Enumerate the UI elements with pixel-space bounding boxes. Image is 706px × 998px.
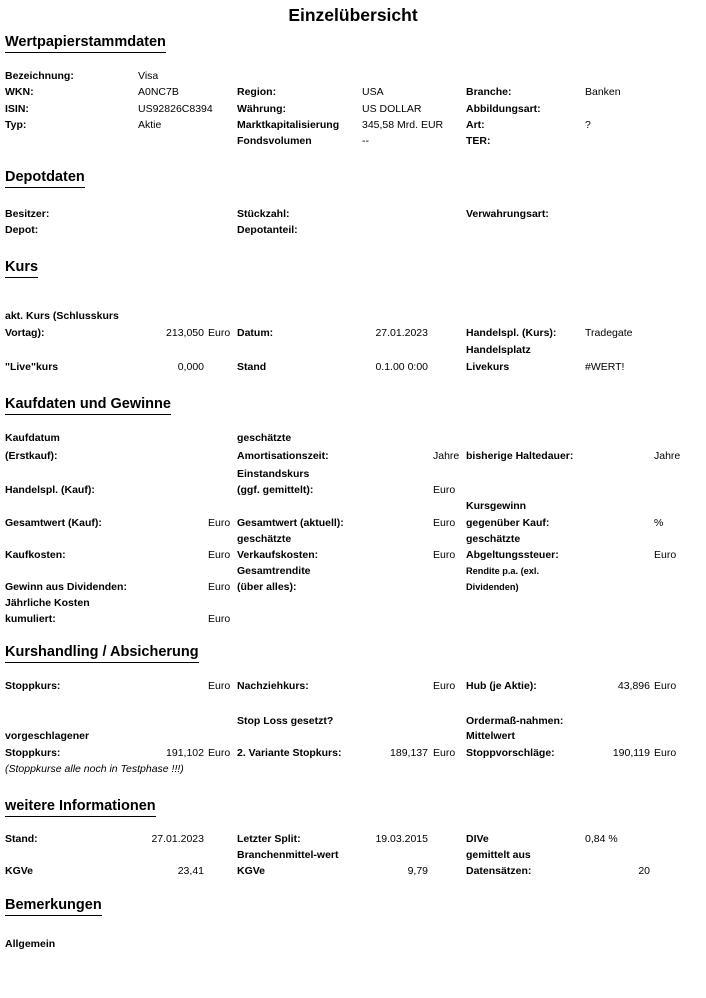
field-value: 9,79 <box>407 865 428 877</box>
field-label: Livekurs <box>466 361 510 373</box>
field-value: 27.01.2023 <box>375 327 428 339</box>
section-header-wertpapierstammdaten: Wertpapierstammdaten <box>5 35 166 53</box>
field-label: 2. Variante Stopkurs: <box>237 747 342 759</box>
field-label: Gesamtwert (Kauf): <box>5 517 102 529</box>
field-label: Branche: <box>466 86 512 98</box>
field-value: ? <box>585 119 591 131</box>
field-label: Einstandskurs <box>237 468 310 480</box>
field-value: Tradegate <box>585 327 633 339</box>
field-label: vorgeschlagener <box>5 730 90 742</box>
field-value: 0,84 % <box>585 833 618 845</box>
field-label: Depotanteil: <box>237 224 298 236</box>
field-label: geschätzte <box>237 432 292 444</box>
unit-label: Euro <box>433 484 456 496</box>
field-value: US DOLLAR <box>362 103 422 115</box>
field-label: Gewinn aus Dividenden: <box>5 581 127 593</box>
field-label: Kaufkosten: <box>5 549 66 561</box>
field-label: Mittelwert <box>466 730 516 742</box>
field-label: ISIN: <box>5 103 29 115</box>
field-label: Vortag): <box>5 327 45 339</box>
field-label: Handelspl. (Kurs): <box>466 327 557 339</box>
field-label: Stoppvorschläge: <box>466 747 555 759</box>
field-label: Stand <box>237 361 267 373</box>
field-label: Branchenmittel-wert <box>237 849 339 861</box>
unit-label: Euro <box>433 517 456 529</box>
field-label: Besitzer: <box>5 208 50 220</box>
field-label: geschätzte <box>237 533 292 545</box>
unit-label: Jahre <box>433 450 460 462</box>
unit-label: Euro <box>208 680 231 692</box>
section-header-kurs: Kurs <box>5 260 38 278</box>
field-value: Visa <box>138 70 159 82</box>
field-label: Allgemein <box>5 938 56 950</box>
field-label: KGVe <box>5 865 34 877</box>
field-label: Stoppkurs: <box>5 747 61 759</box>
field-value: 189,137 <box>390 747 428 759</box>
section-header-bemerkungen: Bemerkungen <box>5 898 102 916</box>
section-header-kurshandling-absicherung: Kurshandling / Absicherung <box>5 645 199 663</box>
field-label: gegenüber Kauf: <box>466 517 550 529</box>
report-title: Einzelübersicht <box>288 5 418 25</box>
section-header-weitere-informationen: weitere Informationen <box>5 799 156 817</box>
field-label: WKN: <box>5 86 34 98</box>
field-label: Kaufdatum <box>5 432 60 444</box>
field-label: kumuliert: <box>5 613 56 625</box>
footnote: (Stoppkurse alle noch in Testphase !!!) <box>5 763 184 775</box>
section-header-kaufdaten-und-gewinne: Kaufdaten und Gewinne <box>5 397 171 415</box>
unit-label: Euro <box>208 581 231 593</box>
unit-label: Euro <box>654 680 677 692</box>
field-label: "Live"kurs <box>5 361 59 373</box>
field-label: Verwahrungsart: <box>466 208 549 220</box>
field-label: Marktkapitalisierung <box>237 119 340 131</box>
field-label: geschätzte <box>466 533 521 545</box>
field-label: Fondsvolumen <box>237 135 312 147</box>
field-value: 213,050 <box>166 327 204 339</box>
field-value: -- <box>362 135 369 147</box>
unit-label: Euro <box>433 549 456 561</box>
field-label: gemittelt aus <box>466 849 531 861</box>
field-label: Ordermaß-nahmen: <box>466 715 564 727</box>
field-value: 0,000 <box>177 361 204 373</box>
field-value: 23,41 <box>177 865 204 877</box>
field-value: #WERT! <box>585 361 625 373</box>
field-label: DIVe <box>466 833 489 845</box>
field-label: Stoppkurs: <box>5 680 61 692</box>
field-value: A0NC7B <box>138 86 179 98</box>
field-label: Kursgewinn <box>466 500 527 512</box>
unit-label: Euro <box>208 747 231 759</box>
field-value: US92826C8394 <box>138 103 213 115</box>
unit-label: Euro <box>433 747 456 759</box>
field-label: Dividenden) <box>466 582 519 592</box>
field-label: (über alles): <box>237 581 297 593</box>
field-label: Verkaufskosten: <box>237 549 319 561</box>
field-label: Region: <box>237 86 277 98</box>
field-value: USA <box>362 86 384 98</box>
field-label: (Erstkauf): <box>5 450 58 462</box>
field-label: KGVe <box>237 865 266 877</box>
field-label: Letzter Split: <box>237 833 301 845</box>
field-label: Nachziehkurs: <box>237 680 309 692</box>
unit-label: Euro <box>654 747 677 759</box>
field-label: Amortisationszeit: <box>237 450 329 462</box>
field-value: 191,102 <box>166 747 204 759</box>
field-label: Datensätzen: <box>466 865 532 877</box>
unit-label: Jahre <box>654 450 681 462</box>
field-label: Datum: <box>237 327 274 339</box>
unit-label: Euro <box>208 613 231 625</box>
field-value: 20 <box>638 865 650 877</box>
unit-label: Euro <box>433 680 456 692</box>
field-label: Abgeltungssteuer: <box>466 549 559 561</box>
field-value: 190,119 <box>612 747 650 759</box>
field-label: Abbildungsart: <box>466 103 541 115</box>
unit-label: Euro <box>208 549 231 561</box>
field-label: Stückzahl: <box>237 208 290 220</box>
field-label: Handelsplatz <box>466 344 531 356</box>
field-label: Gesamtwert (aktuell): <box>237 517 344 529</box>
unit-label: Euro <box>654 549 677 561</box>
unit-label: % <box>654 517 664 529</box>
field-label: Stop Loss gesetzt? <box>237 715 334 727</box>
field-label: Währung: <box>237 103 286 115</box>
field-label: Bezeichnung: <box>5 70 74 82</box>
field-label: Typ: <box>5 119 27 131</box>
field-value: 27.01.2023 <box>151 833 204 845</box>
field-value: 19.03.2015 <box>375 833 428 845</box>
field-label: bisherige Haltedauer: <box>466 450 574 462</box>
field-label: akt. Kurs (Schlusskurs <box>5 310 119 322</box>
field-label: Jährliche Kosten <box>5 597 90 609</box>
field-label: Handelspl. (Kauf): <box>5 484 95 496</box>
field-label: Depot: <box>5 224 39 236</box>
field-label: Stand: <box>5 833 38 845</box>
field-value: Aktie <box>138 119 162 131</box>
unit-label: Euro <box>208 327 231 339</box>
field-label: Rendite p.a. (exl. <box>466 566 540 576</box>
field-value: 0.1.00 0:00 <box>375 361 428 373</box>
field-value: 345,58 Mrd. EUR <box>362 119 444 131</box>
field-label: Hub (je Aktie): <box>466 680 537 692</box>
unit-label: Euro <box>208 517 231 529</box>
field-label: Gesamtrendite <box>237 565 311 577</box>
field-value: Banken <box>585 86 621 98</box>
field-label: (ggf. gemittelt): <box>237 484 314 496</box>
field-label: Art: <box>466 119 485 131</box>
field-value: 43,896 <box>617 680 650 692</box>
field-label: TER: <box>466 135 491 147</box>
section-header-depotdaten: Depotdaten <box>5 170 85 188</box>
